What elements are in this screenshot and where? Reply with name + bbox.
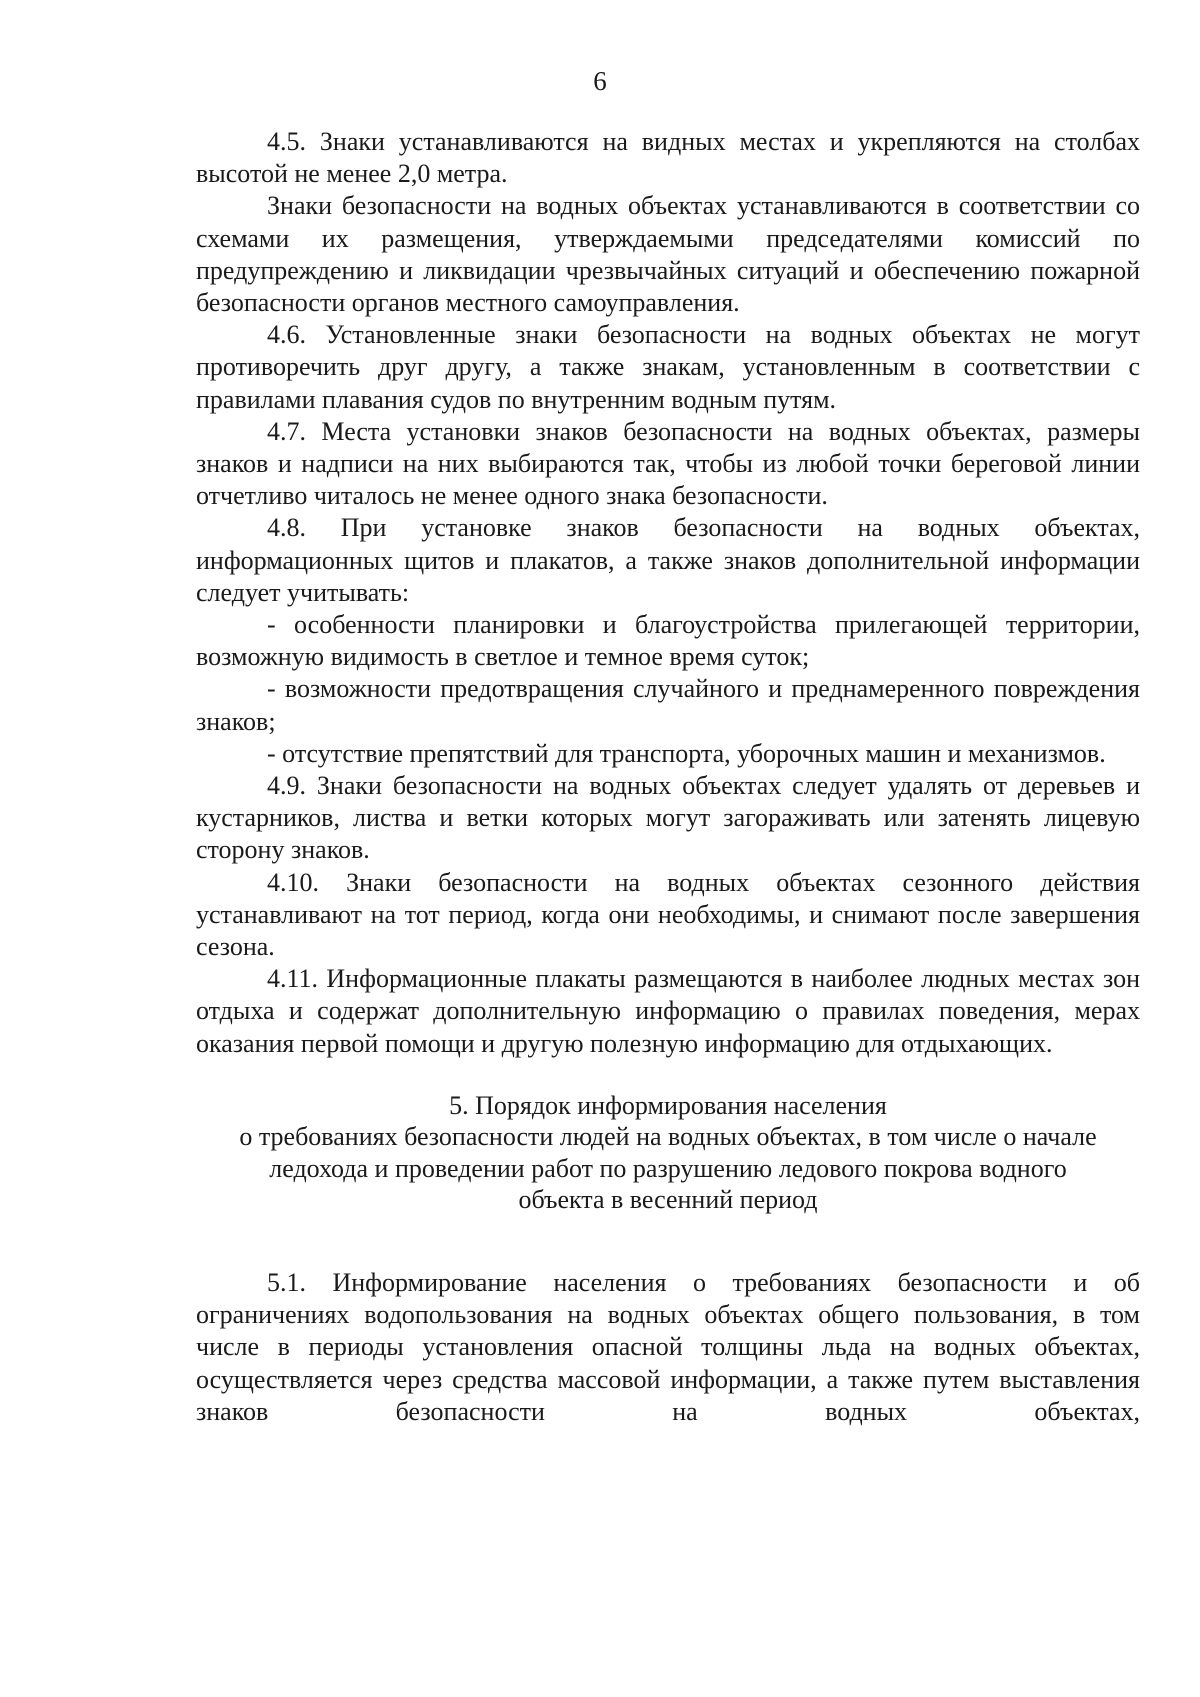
list-item-damage-prevention: - возможности предотвращения случайного и преднамеренного повреждения знаков; <box>196 674 1140 736</box>
section-5-heading-line: ледохода и проведении работ по разрушению ледового покрова водного <box>269 1153 1067 1183</box>
paragraph-4-8: 4.8. При установке знаков безопасности на водных объектах, информационных щитов и плакатов, а также знаков дополнительной информации следует учитывать: <box>196 513 1140 607</box>
list-item-no-obstacles: - отсутствие препятствий для транспорта, уборочных машин и механизмов. <box>267 738 1106 768</box>
paragraph-4-11: 4.11. Информационные плакаты размещаются в наиболее людных местах зон отдыха и содержат дополнительную информацию о правилах поведения, мерах оказания первой помощи и другую полезную информацию для отдыхающих. <box>196 964 1140 1058</box>
paragraph-4-5: 4.5. Знаки устанавливаются на видных местах и укрепляются на столбах высотой не менее 2,0 метра. <box>196 127 1140 189</box>
paragraph-4-5-signs-placement: Знаки безопасности на водных объектах устанавливаются в соответствии со схемами их размещения, утверждаемыми председателями комиссий по предупреждению и ликвидации чрезвычайных ситуаций и обеспечению пожарной безопасности органов местного самоуправления. <box>196 191 1140 318</box>
section-5-heading-line: объекта в весенний период <box>518 1185 818 1215</box>
paragraph-5-1: 5.1. Информирование населения о требованиях безопасности и об ограничениях водопользования на водных объектах общего пользования, в том числе в периоды установления опасной толщины льда на водных объектах, осуществляется через средства массовой информации, а также путем выставления знаков безопасности на водных объектах, <box>196 1267 1140 1426</box>
section-5-heading-line: о требованиях безопасности людей на водных объектах, в том числе о начале <box>239 1122 1097 1152</box>
document-body <box>196 126 1140 1428</box>
paragraph-4-7: 4.7. Места установки знаков безопасности на водных объектах, размеры знаков и надписи на них выбираются так, чтобы из любой точки береговой линии отчетливо читалось не менее одного знака безопасности. <box>196 416 1140 511</box>
page-number: 6 <box>593 66 607 96</box>
paragraph-4-6: 4.6. Установленные знаки безопасности на водных объектах не могут противоречить друг другу, а также знакам, установленным в соответствии с правилами плавания судов по внутренним водным путям. <box>196 320 1140 414</box>
section-5-heading-line: 5. Порядок информирования населения <box>449 1090 887 1120</box>
list-item-planning: - особенности планировки и благоустройства прилегающей территории, возможную видимость в светлое и темное время суток; <box>196 610 1140 672</box>
paragraph-4-9: 4.9. Знаки безопасности на водных объектах следует удалять от деревьев и кустарников, листва и ветки которых могут загораживать или затенять лицевую сторону знаков. <box>196 771 1140 865</box>
section-5-heading <box>196 1090 1140 1216</box>
paragraph-4-10: 4.10. Знаки безопасности на водных объектах сезонного действия устанавливают на тот период, когда они необходимы, и снимают после завершения сезона. <box>196 867 1140 962</box>
